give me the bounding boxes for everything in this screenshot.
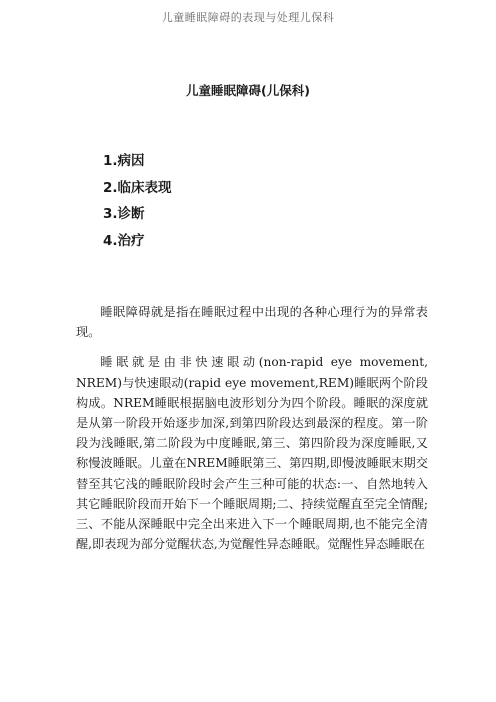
document-title: 儿童睡眠障碍(儿保科): [186, 83, 310, 98]
paragraph-definition: 睡眠障碍就是指在睡眠过程中出现的各种心理行为的异常表现。: [76, 305, 428, 340]
table-of-contents: [103, 148, 172, 254]
paragraph-sleep-stages: 睡眠就是由非快速眼动(non-rapid eye movement, NREM)与快速眼动(rapid eye movement,REM)睡眠两个阶段构成。NREM睡眠根据脑电波形划分为四个阶段。睡眠的深度就是从第一阶段开始逐步加深,到第四阶段达到最深的程度。第一阶段为浅睡眠,第二阶段为中度睡眠,第三、第四阶段为深度睡眠,又称慢波睡眠。儿童在NREM睡眠第三、第四期,即慢波睡眠末期交替至其它浅的睡眠阶段时会产生三种可能的状态:一、自然地转入其它睡眠阶段而开始下一个睡眠周期;二、持续觉醒直至完全情醒;三、不能从深睡眠中完全出来进入下一个睡眠周期,也不能完全清醒,即表现为部分觉醒状态,为觉醒性异态睡眠。觉醒性异态睡眠在: [76, 355, 428, 552]
body-text: [76, 302, 428, 554]
toc-item-treatment: 4.治疗: [103, 232, 145, 249]
toc-item-clinical-manifestations: 2.临床表现: [103, 179, 172, 196]
toc-item-causes: 1.病因: [103, 153, 145, 169]
toc-item-diagnosis: 3.诊断: [103, 206, 145, 222]
running-header: 儿童睡眠障碍的表现与处理儿保科: [161, 11, 335, 24]
